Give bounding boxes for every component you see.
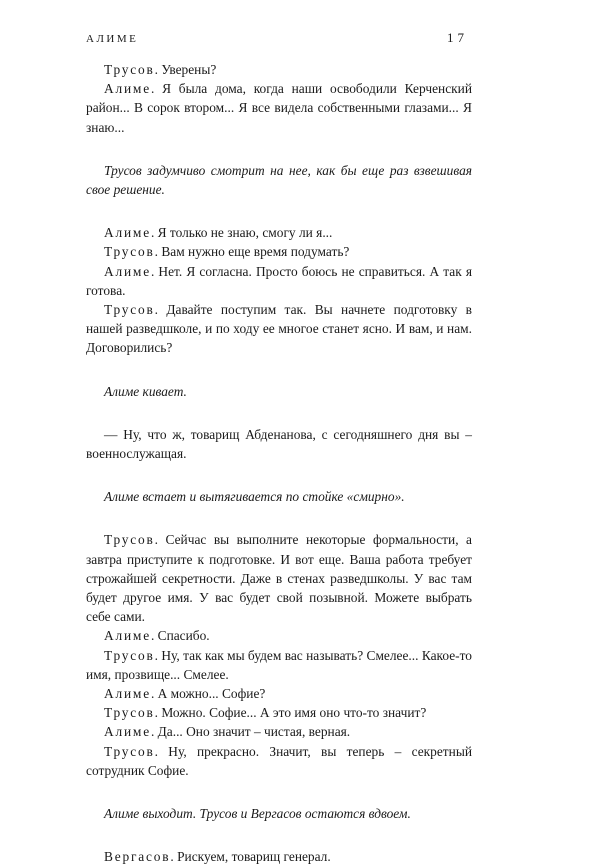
dialogue-line: Трусов. Ну, так как мы будем вас называть? Смелее... Какое-то имя, прозвище... Смелее.	[86, 647, 472, 682]
stage-direction: Алиме встает и вытягивается по стойке «смирно».	[104, 489, 405, 505]
running-title: АЛИМЕ	[86, 33, 139, 45]
dialogue-line: Алиме. Я была дома, когда наши освободили Керченский район... В сорок втором... Я все видела собственными глазами... Я знаю...	[86, 81, 472, 135]
speaker-name: Алиме	[104, 263, 151, 279]
dialogue-line: Трусов. Вам нужно еще время подумать?	[104, 244, 350, 260]
stage-direction: Алиме кивает.	[104, 383, 187, 399]
dialogue-line: Алиме. Спасибо.	[104, 628, 210, 644]
speech-text: Рискуем, товарищ генерал.	[177, 849, 331, 865]
speech-text: Сейчас вы выполните некоторые формальности, а завтра приступите к подготовке. И вот еще. Ваша работа требует строжайшей секретности. Даже в стенах разведшколы. У вас там будет другое имя. У вас будет свой позывной. Можете выбрать себе сами.	[86, 532, 472, 625]
stage-direction: Трусов задумчиво смотрит на нее, как бы еще раз взвешивая свое решение.	[86, 162, 472, 198]
page-number: 17	[447, 30, 468, 45]
dialogue-line: Алиме. Нет. Я согласна. Просто боюсь не справиться. А так я готова.	[86, 263, 472, 298]
speaker-name: Алиме	[104, 225, 151, 241]
speaker-name: Трусов	[104, 244, 155, 260]
speech-text: Да... Оно значит – чистая, верная.	[157, 724, 351, 740]
speaker-name: Алиме	[104, 628, 151, 644]
speech-text: Уверены?	[161, 62, 217, 77]
dialogue-line: Алиме. Я только не знаю, смогу ли я...	[104, 225, 333, 241]
speaker-name: Вергасов	[104, 849, 171, 865]
speech-text: Я была дома, когда наши освободили Керченский район... В сорок втором... Я все видела собственными глазами... Я знаю...	[86, 81, 472, 135]
stage-direction: Алиме выходит. Трусов и Вергасов остаются вдвоем.	[104, 806, 411, 822]
speech-text: Нет. Я согласна. Просто боюсь не справиться. А так я готова.	[86, 263, 472, 298]
speaker-name: Трусов	[104, 705, 155, 721]
speaker-name: Трусов	[104, 62, 155, 77]
speech-text: Ну, так как мы будем вас называть? Смелее... Какое-то имя, прозвище... Смелее.	[86, 647, 472, 682]
dialogue-line: Алиме. А можно... Софие?	[104, 686, 266, 702]
dialogue-line: Трусов. Уверены?	[104, 62, 217, 77]
speech-text: А можно... Софие?	[157, 686, 266, 702]
speech-text: Спасибо.	[157, 628, 210, 644]
speaker-name: Трусов	[104, 743, 155, 759]
speech-text: Ну, прекрасно. Значит, вы теперь – секретный сотрудник Софие.	[86, 743, 472, 778]
page-body	[86, 60, 472, 867]
dialogue-line: Алиме. Да... Оно значит – чистая, верная.	[104, 724, 351, 740]
speech-text: Я только не знаю, смогу ли я...	[157, 225, 333, 241]
speech-text: Давайте поступим так. Вы начнете подготовку в нашей разведшколе, и по ходу ее многое станет ясно. И вам, и нам. Договорились?	[86, 302, 472, 356]
dialogue-line: Трусов. Можно. Софие... А это имя оно что-то значит?	[104, 705, 427, 721]
speaker-name: Трусов	[104, 302, 155, 318]
speaker-name: Трусов	[104, 647, 155, 663]
dialogue-line: Трусов. Ну, прекрасно. Значит, вы теперь – секретный сотрудник Софие.	[86, 743, 472, 778]
speech-text: Можно. Софие... А это имя оно что-то значит?	[161, 705, 427, 721]
dialogue-line: Трусов. Сейчас вы выполните некоторые формальности, а завтра приступите к подготовке. И вот еще. Ваша работа требует строжайшей секретности. Даже в стенах разведшколы. У вас там будет другое имя. У вас будет свой позывной. Можете выбрать себе сами.	[86, 532, 472, 625]
speaker-name: Алиме	[104, 724, 151, 740]
dialogue-line: Вергасов. Рискуем, товарищ генерал.	[104, 849, 331, 865]
speaker-name: Трусов	[104, 532, 155, 548]
dialogue-line: Трусов. Давайте поступим так. Вы начнете подготовку в нашей разведшколе, и по ходу ее многое станет ясно. И вам, и нам. Договорились?	[86, 302, 472, 356]
speech-text: Вам нужно еще время подумать?	[161, 244, 350, 260]
speaker-name: Алиме	[104, 686, 151, 702]
speaker-name: Алиме	[104, 81, 151, 97]
narration-line: — Ну, что ж, товарищ Абденанова, с сегодняшнего дня вы – военнослужащая.	[86, 426, 472, 462]
